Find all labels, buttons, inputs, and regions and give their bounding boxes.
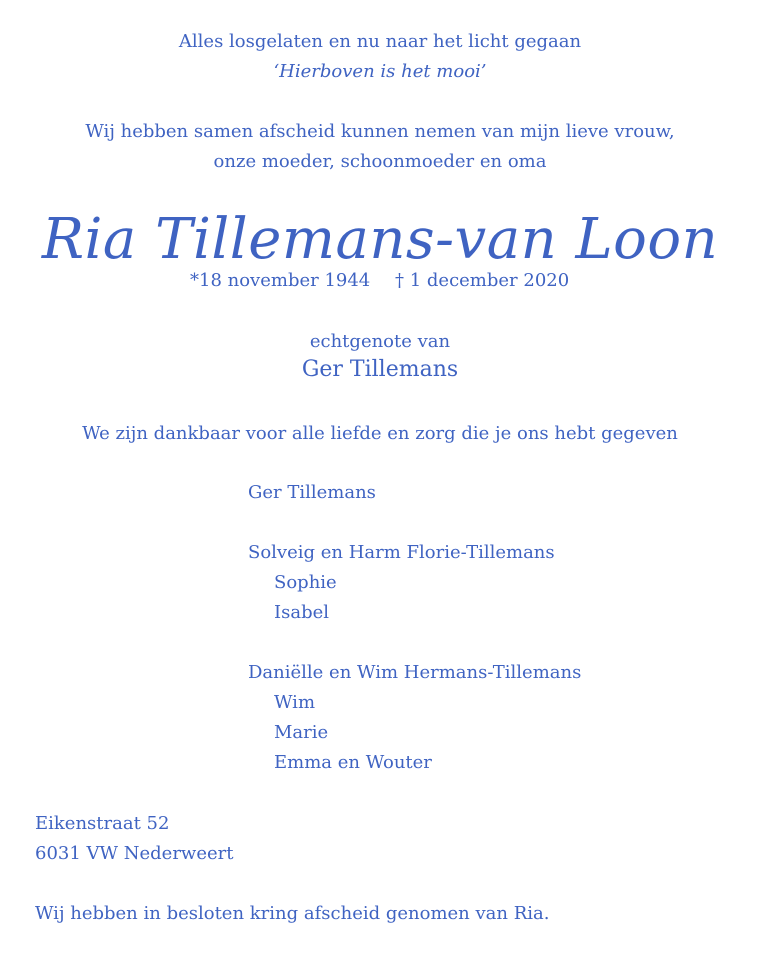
closing-text: Wij hebben in besloten kring afscheid genomen van Ria.	[35, 903, 550, 924]
message-line-2: onze moeder, schoonmoeder en oma	[213, 151, 547, 172]
family-group-2-child: Marie	[274, 722, 329, 743]
family-group-2-parents: Daniëlle en Wim Hermans-Tillemans	[248, 662, 582, 683]
message-line-1: Wij hebben samen afscheid kunnen nemen van mijn lieve vrouw,	[85, 121, 675, 142]
gratitude-text: We zijn dankbaar voor alle liefde en zorg die je ons hebt gegeven	[82, 423, 678, 444]
intro-quote: ‘Hierboven is het mooi’	[273, 61, 487, 82]
intro-line-1: Alles losgelaten en nu naar het licht gegaan	[178, 31, 582, 52]
family-group-1-parents: Solveig en Harm Florie-Tillemans	[248, 542, 555, 563]
spouse-name: Ger Tillemans	[301, 357, 459, 382]
family-husband: Ger Tillemans	[248, 482, 376, 503]
family-group-1-child: Isabel	[274, 602, 330, 623]
birth-date: *18 november 1944	[190, 270, 371, 291]
deceased-name: Ria Tillemans-van Loon	[41, 207, 719, 272]
family-group-2-child: Emma en Wouter	[274, 752, 432, 773]
address-city: 6031 VW Nederweert	[35, 843, 234, 864]
family-group-2-child: Wim	[274, 692, 316, 713]
death-date: † 1 december 2020	[395, 270, 570, 291]
spouse-label: echtgenote van	[309, 331, 451, 352]
family-group-1-child: Sophie	[274, 572, 337, 593]
address-street: Eikenstraat 52	[35, 813, 170, 834]
